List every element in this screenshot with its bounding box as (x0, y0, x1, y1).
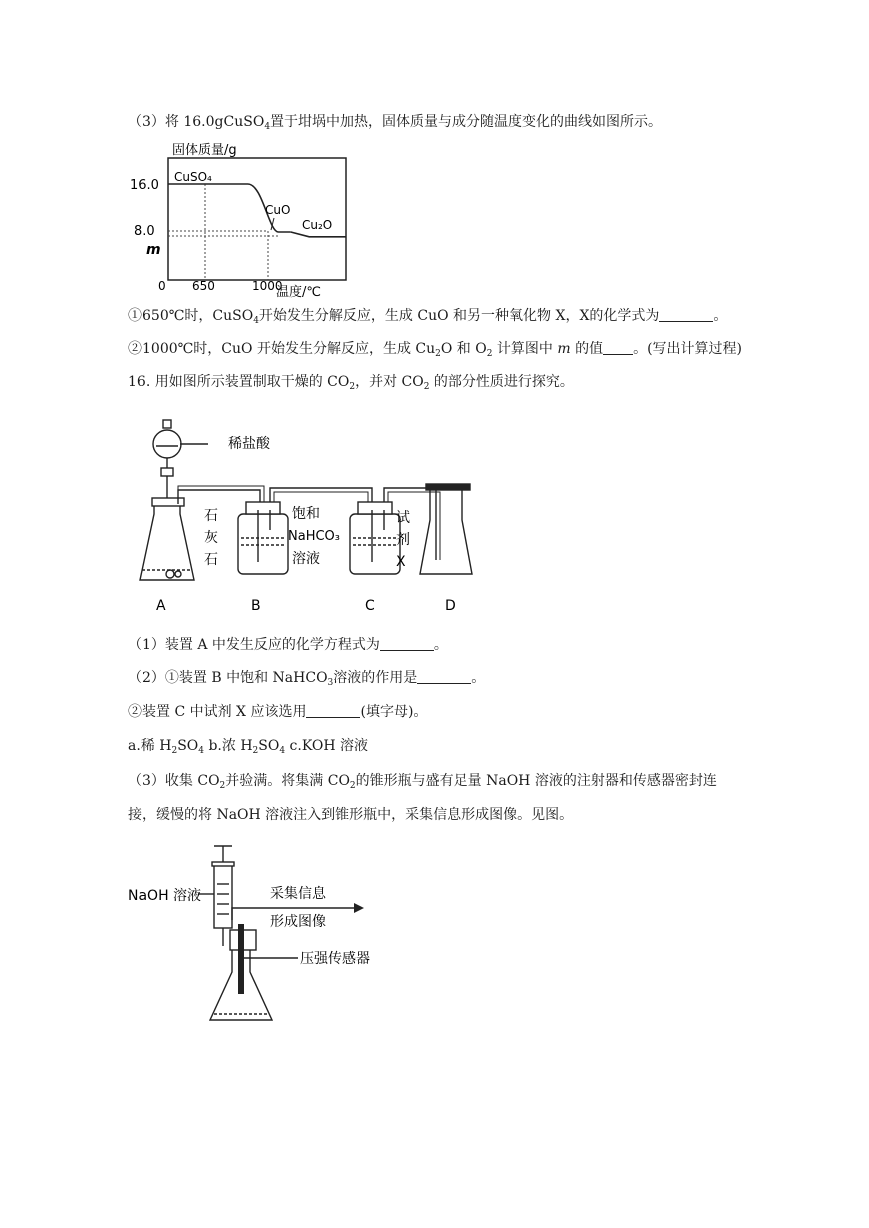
funnel-label: 稀盐酸 (228, 436, 270, 452)
flask-d (420, 488, 472, 574)
y-tick-8: 8.0 (134, 224, 155, 239)
q16-part3: （3）收集 $CO_2$并验满。将集满 $CO_2$的锥形瓶与盛有足量 NaOH 溶液的注射器和传感器密封连 (128, 773, 717, 791)
letter-d: D (445, 598, 456, 614)
svg-text:剂: 剂 (396, 532, 410, 548)
info-label-1: 采集信息 (270, 886, 326, 902)
info-label-2: 形成图像 (270, 914, 326, 930)
svg-text:灰: 灰 (204, 530, 218, 546)
co2-apparatus-figure (128, 410, 488, 620)
y-tick-16: 16.0 (130, 178, 159, 193)
svg-text:石: 石 (204, 508, 218, 524)
svg-text:石: 石 (204, 552, 218, 568)
q16-options: a.稀 $H_2SO_4$ b.浓 $H_2SO_4$ c.KOH 溶液 (128, 738, 369, 756)
answer-blank[interactable] (306, 703, 360, 718)
syringe-barrel (214, 864, 232, 928)
q15-part3-intro: （3）将 16.0gCuSO$_4$置于坩埚中加热，固体质量与成分随温度变化的曲线如图所示。 (128, 114, 663, 132)
svg-text:饱和: 饱和 (292, 506, 320, 522)
label-cuo: CuO (265, 203, 291, 217)
naoh-label: NaOH 溶液 (128, 888, 202, 904)
chart-ylabel: 固体质量/g (172, 143, 237, 158)
chart-xlabel: 温度/℃ (276, 285, 321, 298)
mass-curve-cu2o (291, 232, 346, 237)
x-tick-1000: 1000 (252, 279, 283, 293)
q16-intro: 16. 用如图所示装置制取干燥的 $CO_2$，并对 $CO_2$ 的部分性质进行探究。 (128, 374, 574, 392)
arrow-icon (354, 903, 364, 913)
svg-text:溶液: 溶液 (292, 551, 320, 567)
flask-a (140, 504, 194, 580)
letter-a: A (156, 598, 166, 614)
svg-text:试: 试 (396, 510, 410, 526)
q16-part1: （1）装置 A 中发生反应的化学方程式为 。 (128, 637, 448, 653)
bottle-c (350, 514, 400, 574)
letter-b: B (251, 598, 261, 614)
mass-temperature-chart (128, 138, 358, 298)
sensor-label: 压强传感器 (300, 951, 370, 967)
bottle-b (238, 514, 288, 574)
svg-text:NaHCO₃: NaHCO₃ (288, 529, 340, 544)
q16-part3b: 接，缓慢的将 NaOH 溶液注入到锥形瓶中，采集信息形成图像。见图。 (128, 807, 574, 823)
q16-part2b: ②装置 C 中试剂 X 应该选用 (填字母)。 (128, 704, 428, 720)
answer-blank[interactable] (603, 340, 633, 355)
x-tick-650: 650 (192, 279, 215, 293)
q15-part3-sub2: ②1000℃时，CuO 开始发生分解反应，生成 $Cu_2O$ 和 $O_2$ 计算图中 m 的值 。(写出计算过程) (128, 341, 743, 359)
y-tick-m: m (146, 242, 161, 258)
separatory-funnel (153, 430, 181, 458)
letter-c: C (365, 598, 375, 614)
answer-blank[interactable] (417, 669, 471, 684)
answer-blank[interactable] (380, 636, 434, 651)
label-cuso4: CuSO₄ (174, 170, 212, 184)
q16-part2: （2）①装置 B 中饱和 NaHCO$_3$溶液的作用是 。 (128, 670, 486, 688)
syringe-sensor-figure (128, 838, 428, 1033)
pressure-sensor-rod (238, 924, 244, 994)
label-cu2o: Cu₂O (302, 218, 333, 232)
q15-part3-sub1: ①650℃时，CuSO$_4$开始发生分解反应，生成 CuO 和另一种氧化物 X，X的化学式为 。 (128, 308, 728, 326)
svg-text:X: X (396, 554, 406, 570)
answer-blank[interactable] (659, 307, 713, 322)
chart-origin-label: 0 (158, 279, 166, 293)
